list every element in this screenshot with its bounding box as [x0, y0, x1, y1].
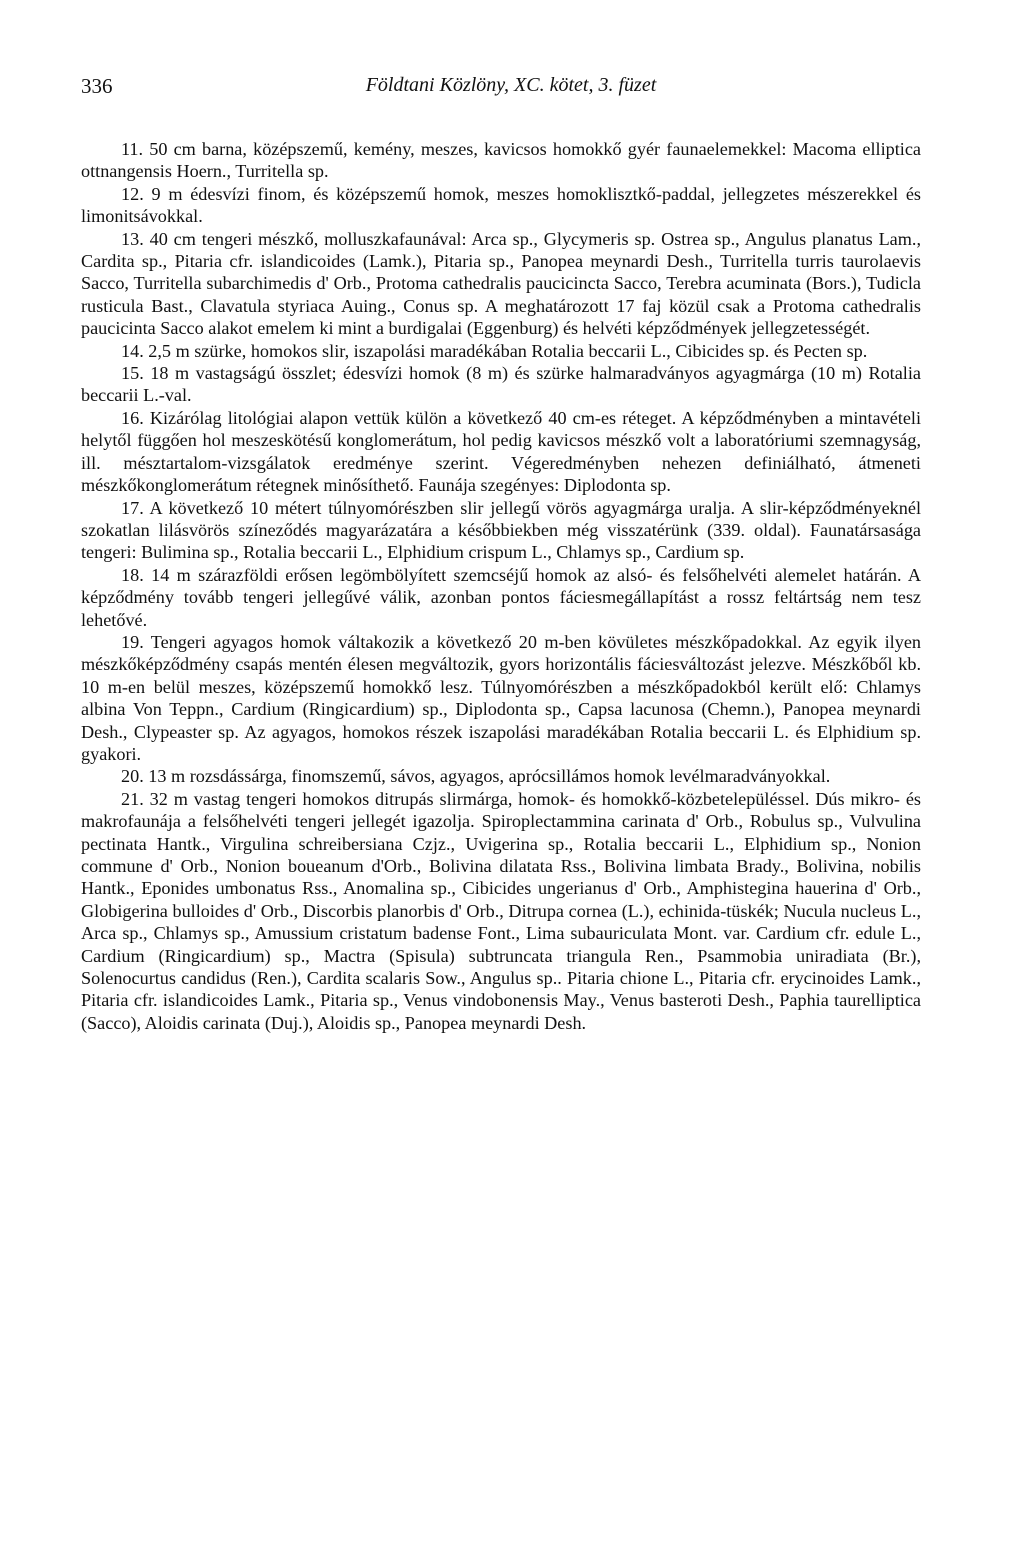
paragraph-12: 12. 9 m édesvízi finom, és középszemű homok, meszes homoklisztkő-paddal, jellegzetes mészerekkel és limonitsávokkal. [81, 183, 921, 227]
paragraph-11: 11. 50 cm barna, középszemű, kemény, meszes, kavicsos homokkő gyér faunaelemekkel: Macoma elliptica ottnangensis Hoern., Turritella sp. [81, 139, 921, 182]
paragraph-19: 19. Tengeri agyagos homok váltakozik a következő 20 m-ben kövületes mészkőpadokkal. Az egyik ilyen mészkőképződmény csapás mentén élesen megváltozik, gyors horizontális fáciesváltozást jelezve. Mészkőből kb. 10 m-en belül meszes, középszemű homokkő lesz. Túlnyomórészben a mészkőpadokból került elő: Chlamys albina Von Teppn., Cardium (Ringicardium) sp., Diplodonta sp., Capsa lacunosa (Chemn.), Panopea meynardi Desh., Clypeaster sp. Az agyagos, homokos részek iszapolási maradékában Rotalia beccarii L. és Elphidium sp. gyakori. [81, 631, 921, 764]
paragraph-13: 13. 40 cm tengeri mészkő, molluszkafaunával: Arca sp., Glycymeris sp. Ostrea sp., Angulus planatus Lam., Cardita sp., Pitaria cfr. islandicoides (Lamk.), Pitaria sp., Panopea meynardi Desh., Turritella turris taurolaevis Sacco, Turritella subarchimedis d' Orb., Protoma cathedralis paucicincta Sacco, Terebra acuminata (Bors.), Tudicla rusticula Bast., Clavatula styriaca Auing., Conus sp. A meghatározott 17 faj közül csak a Protoma cathedralis paucicinta Sacco alakot emelem ki mint a burdigalai (Eggenburg) és helvéti képződmények jellegzetességét. [81, 228, 921, 339]
running-title: Földtani Közlöny, XC. kötet, 3. füzet [365, 74, 657, 96]
page-header [81, 74, 921, 114]
paragraph-21: 21. 32 m vastag tengeri homokos ditrupás slirmárga, homok- és homokkő-közbetelepüléssel. Dús mikro- és makrofaunája a felsőhelvéti tengeri jellegét igazolja. Spiroplectammina carinata d' Orb., Robulus sp., Vulvulina pectinata Hantk., Virgulina schreibersiana Czjz., Uvigerina sp., Rotalia beccarii L., Elphidium sp., Nonion commune d' Orb., Nonion boueanum d'Orb., Bolivina dilatata Rss., Bolivina limbata Brady., Bolivina, nobilis Hantk., Eponides umbonatus Rss., Anomalina sp., Cibicides ungerianus d' Orb., Amphistegina hauerina d' Orb., Globigerina bulloides d' Orb., Discorbis planorbis d' Orb., Ditrupa cornea (L.), echinida-tüskék; Nucula nucleus L., Arca sp., Chlamys sp., Amussium cristatum badense Font., Lima subauriculata Mont. var. Cardium cfr. edule L., Cardium (Ringicardium) sp., Mactra (Spisula) subtruncata triangula Ren., Psammobia uniradiata (Br.), Solenocurtus candidus (Ren.), Cardita scalaris Sow., Angulus sp.. Pitaria chione L., Pitaria cfr. erycinoides Lamk., Pitaria cfr. islandicoides Lamk., Pitaria sp., Venus vindobonensis May., Venus basteroti Desh., Paphia taurelliptica (Sacco), Aloidis carinata (Duj.), Aloidis sp., Panopea meynardi Desh. [81, 788, 921, 1033]
paragraph-14: 14. 2,5 m szürke, homokos slir, iszapolási maradékában Rotalia beccarii L., Cibicides sp. és Pecten sp. [121, 340, 868, 361]
page-number: 336 [81, 74, 113, 98]
paragraph-20: 20. 13 m rozsdássárga, finomszemű, sávos, agyagos, aprócsillámos homok levélmaradványokkal. [121, 766, 831, 787]
paragraph-17: 17. A következő 10 métert túlnyomórészben slir jellegű vörös agyagmárga uralja. A slir-képződményeknél szokatlan lilásvörös színeződés magyarázatára a későbbiekben még visszatérünk (339. oldal). Faunatársasága tengeri: Bulimina sp., Rotalia beccarii L., Elphidium crispum L., Chlamys sp., Cardium sp. [81, 497, 921, 563]
paragraph-18: 18. 14 m szárazföldi erősen legömbölyített szemcséjű homok az alsó- és felsőhelvéti alemelet határán. A képződmény tovább tengeri jellegűvé válik, azonban pontos fáciesmegállapítást a rossz feltártság nem tesz lehetővé. [81, 564, 921, 630]
body-text [81, 138, 921, 1034]
paragraph-15: 15. 18 m vastagságú összlet; édesvízi homok (8 m) és szürke halmaradványos agyagmárga (10 m) Rotalia beccarii L.-val. [81, 363, 921, 406]
paragraph-16: 16. Kizárólag litológiai alapon vettük külön a következő 40 cm-es réteget. A képződményben a mintavételi helytől függően hol meszeskötésű konglomerátum, hol pedig kavicsos mészkő volt a laboratóriumi szemnagyság, ill. mésztartalom-vizsgálatok eredménye szerint. Végeredményben nehezen definiálható, átmeneti mészkőkonglomerátum rétegnek minősíthető. Faunája szegényes: Diplodonta sp. [81, 407, 921, 496]
